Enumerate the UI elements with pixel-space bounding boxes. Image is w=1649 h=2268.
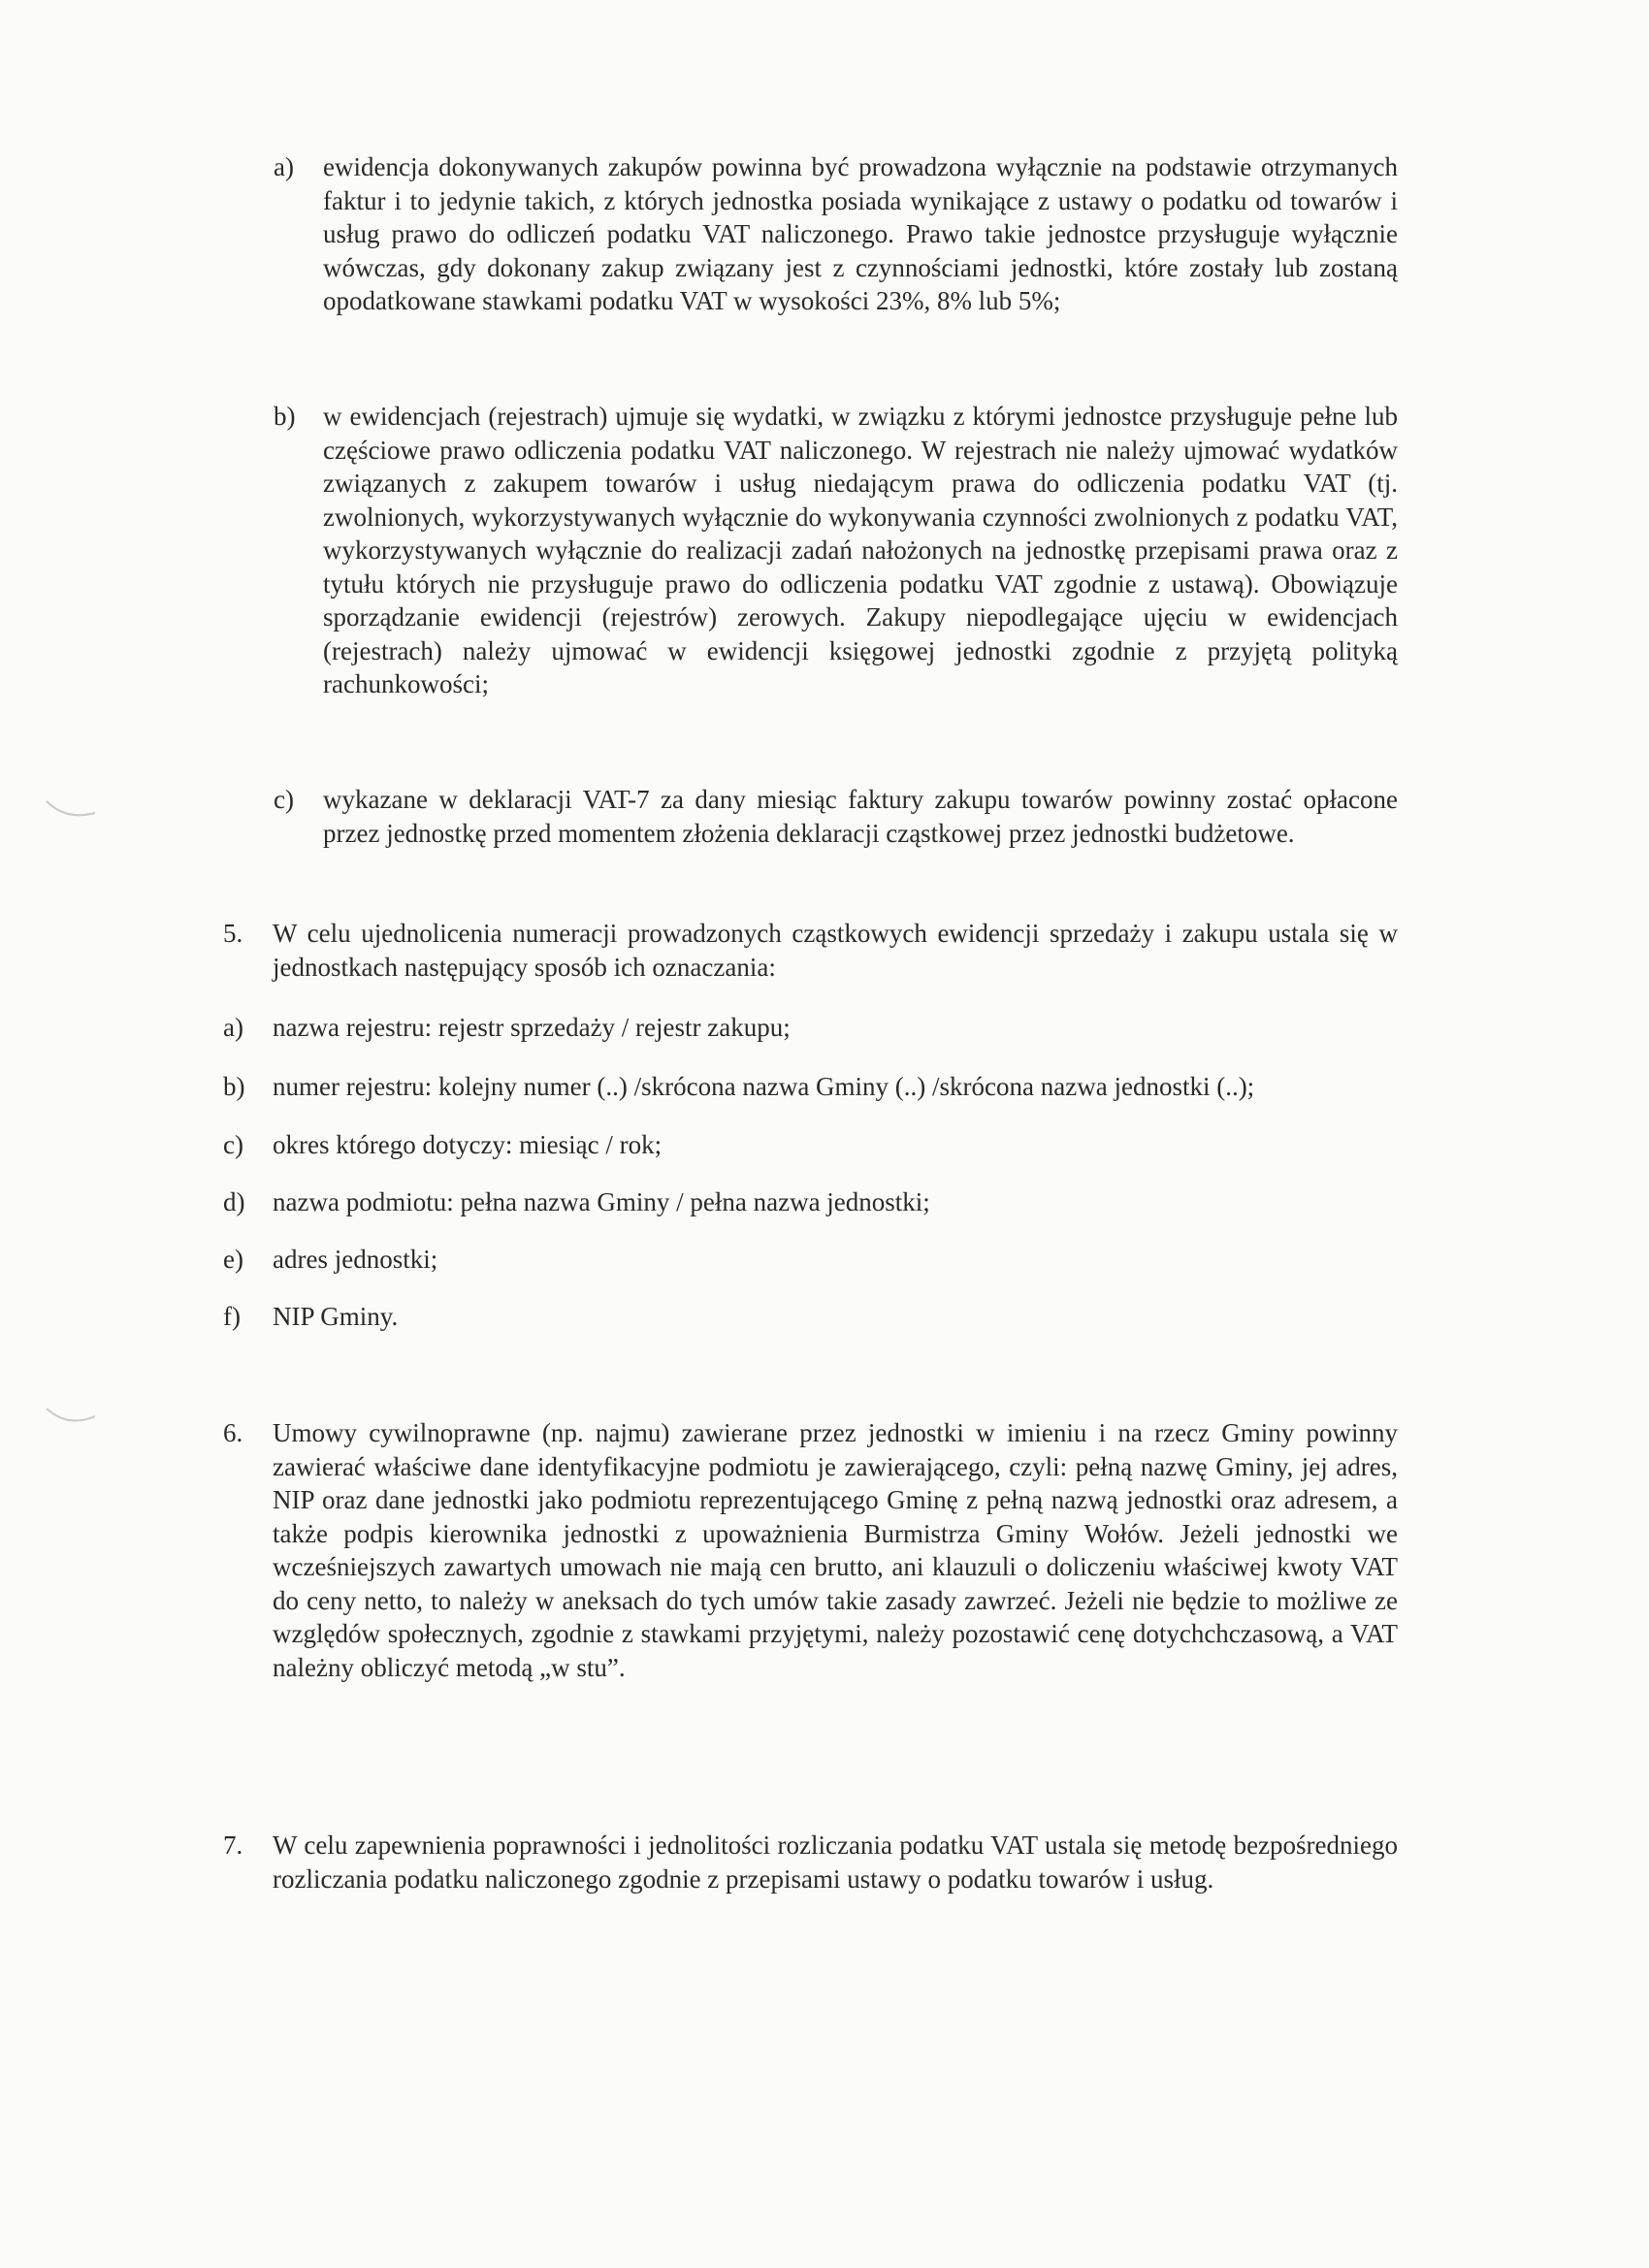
paragraph-7: W celu zapewnienia poprawności i jednolitości rozliczania podatku VAT ustala się metodę bezpośredniego rozliczania podatku naliczonego zgodnie z przepisami ustawy o podatku towarów i usług.	[273, 1831, 1398, 1894]
paragraph-5: W celu ujednolicenia numeracji prowadzonych cząstkowych ewidencji sprzedaży i zakupu ustala się w jednostkach następujący sposób ich oznaczania:	[273, 919, 1398, 982]
list-item-5b: numer rejestru: kolejny numer (..) /skrócona nazwa Gminy (..) /skrócona nazwa jednostki (..);	[273, 1072, 1255, 1101]
paragraph-6: Umowy cywilnoprawne (np. najmu) zawierane przez jednostki w imieniu i na rzecz Gminy powinny zawierać właściwe dane identyfikacyjne podmiotu je zawierającego, czyli: pełną nazwę Gminy, jej adres, NIP oraz dane jednostki jako podmiotu reprezentującego Gminę z pełną nazwą jednostki oraz adresem, a także podpis kierownika jednostki z upoważnienia Burmistrza Gminy Wołów. Jeżeli jednostki we wcześniejszych zawartych umowach nie mają cen brutto, ani klauzuli o doliczeniu właściwej kwoty VAT do ceny netto, to należy w aneksach do tych umów takie zasady zawrzeć. Jeżeli nie będzie to możliwe ze względów społecznych, zgodnie z stawkami przyjętymi, należy pozostawić cenę dotychchczasową, a VAT należny obliczyć metodą „w stu”.	[273, 1418, 1398, 1682]
list-label: b)	[274, 402, 296, 431]
paragraph-4c: wykazane w deklaracji VAT-7 za dany miesiąc faktury zakupu towarów powinny zostać opłacone przez jednostkę przed momentem złożenia deklaracji cząstkowej przez jednostki budżetowe.	[323, 785, 1398, 848]
list-label: f)	[223, 1302, 241, 1331]
paragraph-4b: w ewidencjach (rejestrach) ujmuje się wydatki, w związku z którymi jednostce przysługuje pełne lub częściowe prawo odliczenia podatku VAT naliczonego. W rejestrach nie należy ujmować wydatków związanych z zakupem towarów i usług niedającym prawa do odliczenia podatku VAT (tj. zwolnionych, wykorzystywanych wyłącznie do wykonywania czynności zwolnionych z podatku VAT, wykorzystywanych wyłącznie do realizacji zadań nałożonych na jednostkę przepisami prawa oraz z tytułu których nie przysługuje prawo do odliczenia podatku VAT zgodnie z ustawą). Obowiązuje sporządzanie ewidencji (rejestrów) zerowych. Zakupy niepodlegające ujęciu w ewidencjach (rejestrach) należy ujmować w ewidencji księgowej jednostki zgodnie z przyjętą polityką rachunkowości;	[323, 402, 1398, 698]
list-label: a)	[274, 152, 294, 181]
list-item-5a: nazwa rejestru: rejestr sprzedaży / rejestr zakupu;	[273, 1013, 791, 1042]
list-label: a)	[223, 1013, 243, 1042]
list-number: 7.	[223, 1831, 243, 1860]
list-label: c)	[274, 785, 294, 814]
paragraph-4a: ewidencja dokonywanych zakupów powinna być prowadzona wyłącznie na podstawie otrzymanych faktur i to jedynie takich, z których jednostka posiada wynikające z ustawy o podatku od towarów i usług prawo do odliczeń podatku VAT naliczonego. Prawo takie jednostce przysługuje wyłącznie wówczas, gdy dokonany zakup związany jest z czynnościami jednostki, które zostały lub zostaną opodatkowane stawkami podatku VAT w wysokości 23%, 8% lub 5%;	[323, 152, 1398, 315]
list-label: b)	[223, 1072, 245, 1101]
list-number: 6.	[223, 1418, 243, 1447]
list-item-5d: nazwa podmiotu: pełna nazwa Gminy / pełna nazwa jednostki;	[273, 1187, 930, 1216]
list-item-5c: okres którego dotyczy: miesiąc / rok;	[273, 1130, 663, 1159]
list-item-5f: NIP Gminy.	[273, 1302, 399, 1331]
list-item-5e: adres jednostki;	[273, 1245, 438, 1274]
list-label: c)	[223, 1130, 243, 1159]
scan-margin-mark	[43, 795, 101, 825]
list-label: e)	[223, 1245, 243, 1274]
list-number: 5.	[223, 919, 243, 948]
scan-margin-mark	[43, 1405, 101, 1434]
list-label: d)	[223, 1187, 245, 1216]
